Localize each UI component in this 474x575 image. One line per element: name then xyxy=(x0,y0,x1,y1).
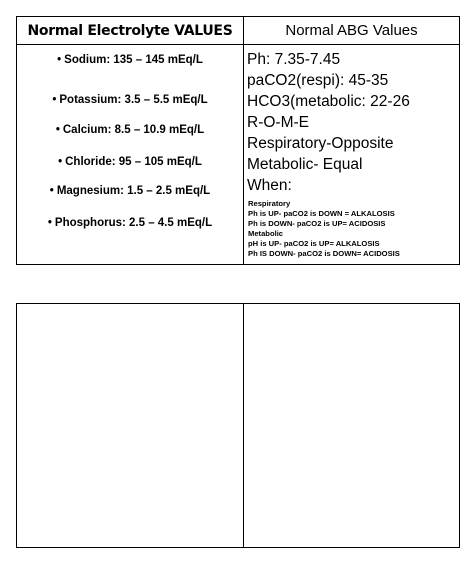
abg-line: R-O-M-E xyxy=(247,114,309,131)
bullet: • xyxy=(55,124,60,136)
abg-header: Normal ABG Values xyxy=(285,22,418,39)
column-divider xyxy=(243,17,244,264)
abg-values xyxy=(247,49,455,259)
electrolyte-item-sodium: • Sodium: 135 – 145 mEq/L xyxy=(57,54,203,66)
electrolyte-item-potassium: • Potassium: 3.5 – 5.5 mEq/L xyxy=(52,94,208,106)
electrolyte-item-magnesium: • Magnesium: 1.5 – 2.5 mEq/L xyxy=(49,185,211,197)
bullet: • xyxy=(52,94,57,106)
electrolyte-item-calcium: • Calcium: 8.5 – 10.9 mEq/L xyxy=(55,124,205,136)
bullet: • xyxy=(57,54,62,66)
abg-note: pH is UP- paCO2 is UP= ALKALOSIS xyxy=(248,239,380,248)
electrolyte-item-phosphorus: • Phosphorus: 2.5 – 4.5 mEq/L xyxy=(47,217,213,229)
abg-note: Metabolic xyxy=(248,229,284,238)
abg-note: Respiratory xyxy=(248,199,291,208)
abg-line: Respiratory-Opposite xyxy=(247,135,394,152)
abg-line: Metabolic- Equal xyxy=(247,156,363,173)
electrolyte-item-chloride: • Chloride: 95 – 105 mEq/L xyxy=(58,156,202,168)
abg-note: Ph is DOWN- paCO2 is UP= ACIDOSIS xyxy=(248,219,386,228)
electrolyte-header: Normal Electrolyte VALUES xyxy=(27,22,233,39)
abg-line: HCO3(metabolic: 22-26 xyxy=(247,93,410,110)
electrolyte-abg-table xyxy=(16,16,460,265)
abg-note: Ph is UP- paCO2 is DOWN = ALKALOSIS xyxy=(248,209,395,218)
header-divider xyxy=(17,44,459,45)
abg-line: Ph: 7.35-7.45 xyxy=(247,51,341,68)
column-divider xyxy=(243,304,244,547)
empty-table xyxy=(16,303,460,548)
abg-note: Ph IS DOWN- paCO2 is DOWN= ACIDOSIS xyxy=(248,249,400,258)
bullet: • xyxy=(47,217,52,229)
abg-line: paCO2(respi): 45-35 xyxy=(247,72,389,89)
bullet: • xyxy=(49,185,54,197)
bullet: • xyxy=(58,156,63,168)
abg-line: When: xyxy=(247,177,292,194)
